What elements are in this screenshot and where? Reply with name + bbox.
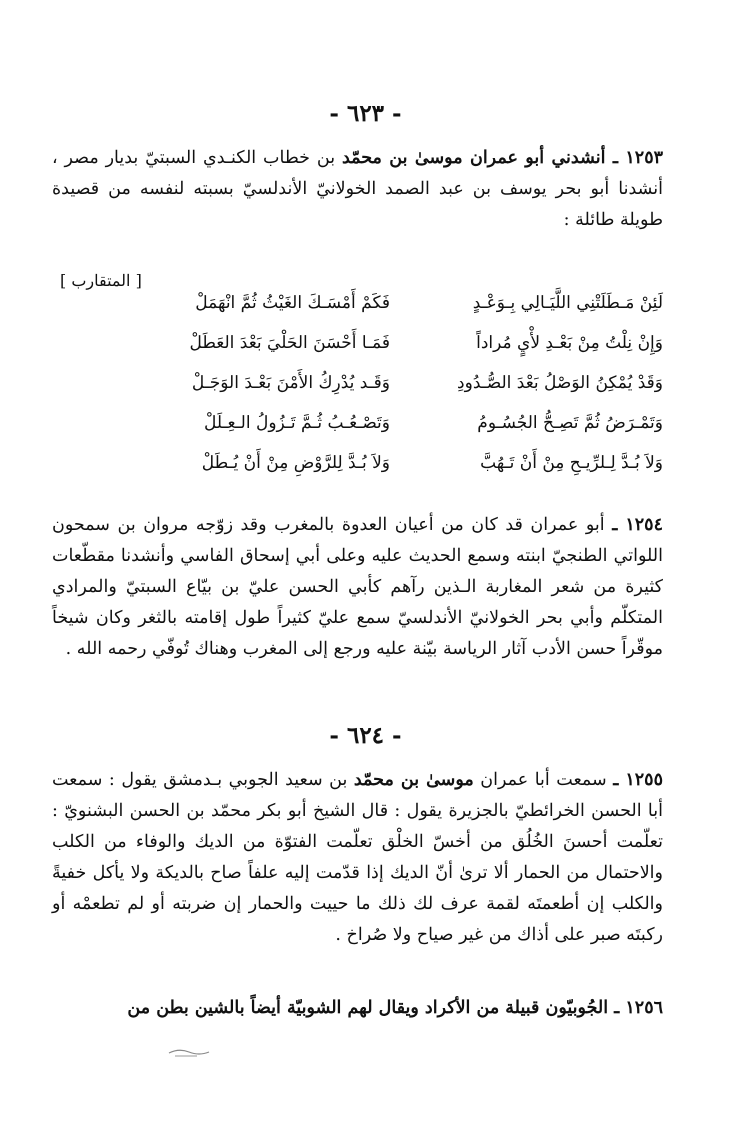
entry-1254-text: أبو عمران قد كان من أعيان العدوة بالمغرب وقد زوّجه مروان بن سمحون اللواتي الطنجيّ ابنته وسمع الحديث عليه وعلى أبي إسحاق الفاسي وأنشدنا مقطّعات كثيرة من شعر المغاربة الـذين رآهم كأبي الحسن عليّ بن بيّاع السبتيّ والمرادي المتكلّم وأبي بحر الخولانيّ الأندلسيّ سمع عليّ كثيراً طول إقامته بالثغر وكان شيخاً موقّراً حسن الأدب آثار الرياسة بيّنة عليه ورجع إلى المغرب وهناك تُوفّي رحمه الله . <box>52 515 663 659</box>
verse-second-hemistich: فَمَـا أَحْسَنَ الحَلْيَ بَعْدَ العَطَلْ <box>189 333 390 353</box>
verse-first-hemistich: لَئِنْ مَـطَلَتْنِي اللَّيَـالِي بِـوَعْـدٍ <box>472 293 663 313</box>
verse-first-hemistich: وَقَدْ يُمْكِنُ الوَصْلُ بَعْدَ الصُّـدُودِ <box>457 373 663 393</box>
page-number-top: - ٦٢٣ - <box>329 100 402 127</box>
verse-second-hemistich: وَتَصْـعُـبُ ثُـمَّ تَـزُولُ الـعِـلَلْ <box>204 413 390 433</box>
entry-1255-lead: ١٢٥٥ ـ <box>613 770 663 790</box>
verse-second-hemistich: وَلاَ بُـدَّ لِلرَّوْضِ مِنْ أَنْ يُـطَلْ <box>201 453 390 473</box>
entry-1254 <box>52 510 663 665</box>
verse-first-hemistich: وَلاَ بُـدَّ لِـلرِّيـحِ مِنْ أَنْ تَـهُبَّ <box>480 453 663 473</box>
entry-1255-text: سمعت أبا عمران <box>473 770 614 790</box>
poem-meter: [ المتقارب ] <box>60 271 142 290</box>
entry-1255-text-2: بن سعيد الجوبي بـدمشق يقول : سمعت أبا الحسن الخرائطيّ بالجزيرة يقول : قال الشيخ أبو بكر محمّد بن الحسن البشنويّ : تعلّمت أحسنَ الخُلُق من أخسّ الخلْق تعلّمت الفتوّة من الديك والوفاء من الكلب والاحتمال من الحمار ألا ترىٰ أنّ الديك إذا قدّمت إليه علفاً صاح بالديكة ولا يأكل خفيةً والكلب إن أطعمتَه لقمة عرف لك ذلك ما حييت والحمار إن ضربته أو لم تطعمْه أو ركبتَه صبر على أذاك من غير صياح ولا صُراخ . <box>52 770 663 945</box>
page-number-bottom: - ٦٢٤ - <box>329 722 402 749</box>
verse-second-hemistich: فَكَمْ أَمْسَـكَ الغَيْثُ ثُمَّ انْهَمَلْ <box>195 293 390 313</box>
entry-1253-text: بن خطاب الكنـدي السبتيّ بديار مصر ، أنشدنا أبو بحر يوسف بن عبد الصمد الخولانيّ الأندلسيّ بسبته لنفسه من قصيدة طويلة طائلة : <box>52 148 663 230</box>
entry-1253 <box>52 143 663 236</box>
entry-1255 <box>52 765 663 951</box>
entry-1255-name: موسىٰ بن محمّد <box>353 770 474 790</box>
verse-line <box>60 333 663 363</box>
entry-1253-lead: ١٢٥٣ ـ أنشدني أبو عمران موسىٰ بن محمّد <box>341 148 663 168</box>
verse-first-hemistich: وَإِنْ نِلْتُ مِنْ بَعْـدِ لأْيٍ مُراداً <box>476 333 663 353</box>
verse-line <box>60 453 663 483</box>
verse-line <box>60 373 663 403</box>
entry-1256: ١٢٥٦ ـ الجُوبيّون قبيلة من الأكراد ويقال لهم الشوبيّة أيضاً بالشين بطن من <box>127 998 663 1018</box>
entry-1254-lead: ١٢٥٤ ـ <box>612 515 663 535</box>
page-tail-mark <box>165 1046 235 1058</box>
verse-second-hemistich: وَقَـد يُدْرِكُ الأَمْنَ بَعْـدَ الوَجَـلْ <box>191 373 390 393</box>
verse-first-hemistich: وَتَمْـرَضُ ثُمَّ تَصِـحُّ الجُسُـومُ <box>477 413 663 433</box>
verse-line <box>60 293 663 323</box>
verse-line <box>60 413 663 443</box>
